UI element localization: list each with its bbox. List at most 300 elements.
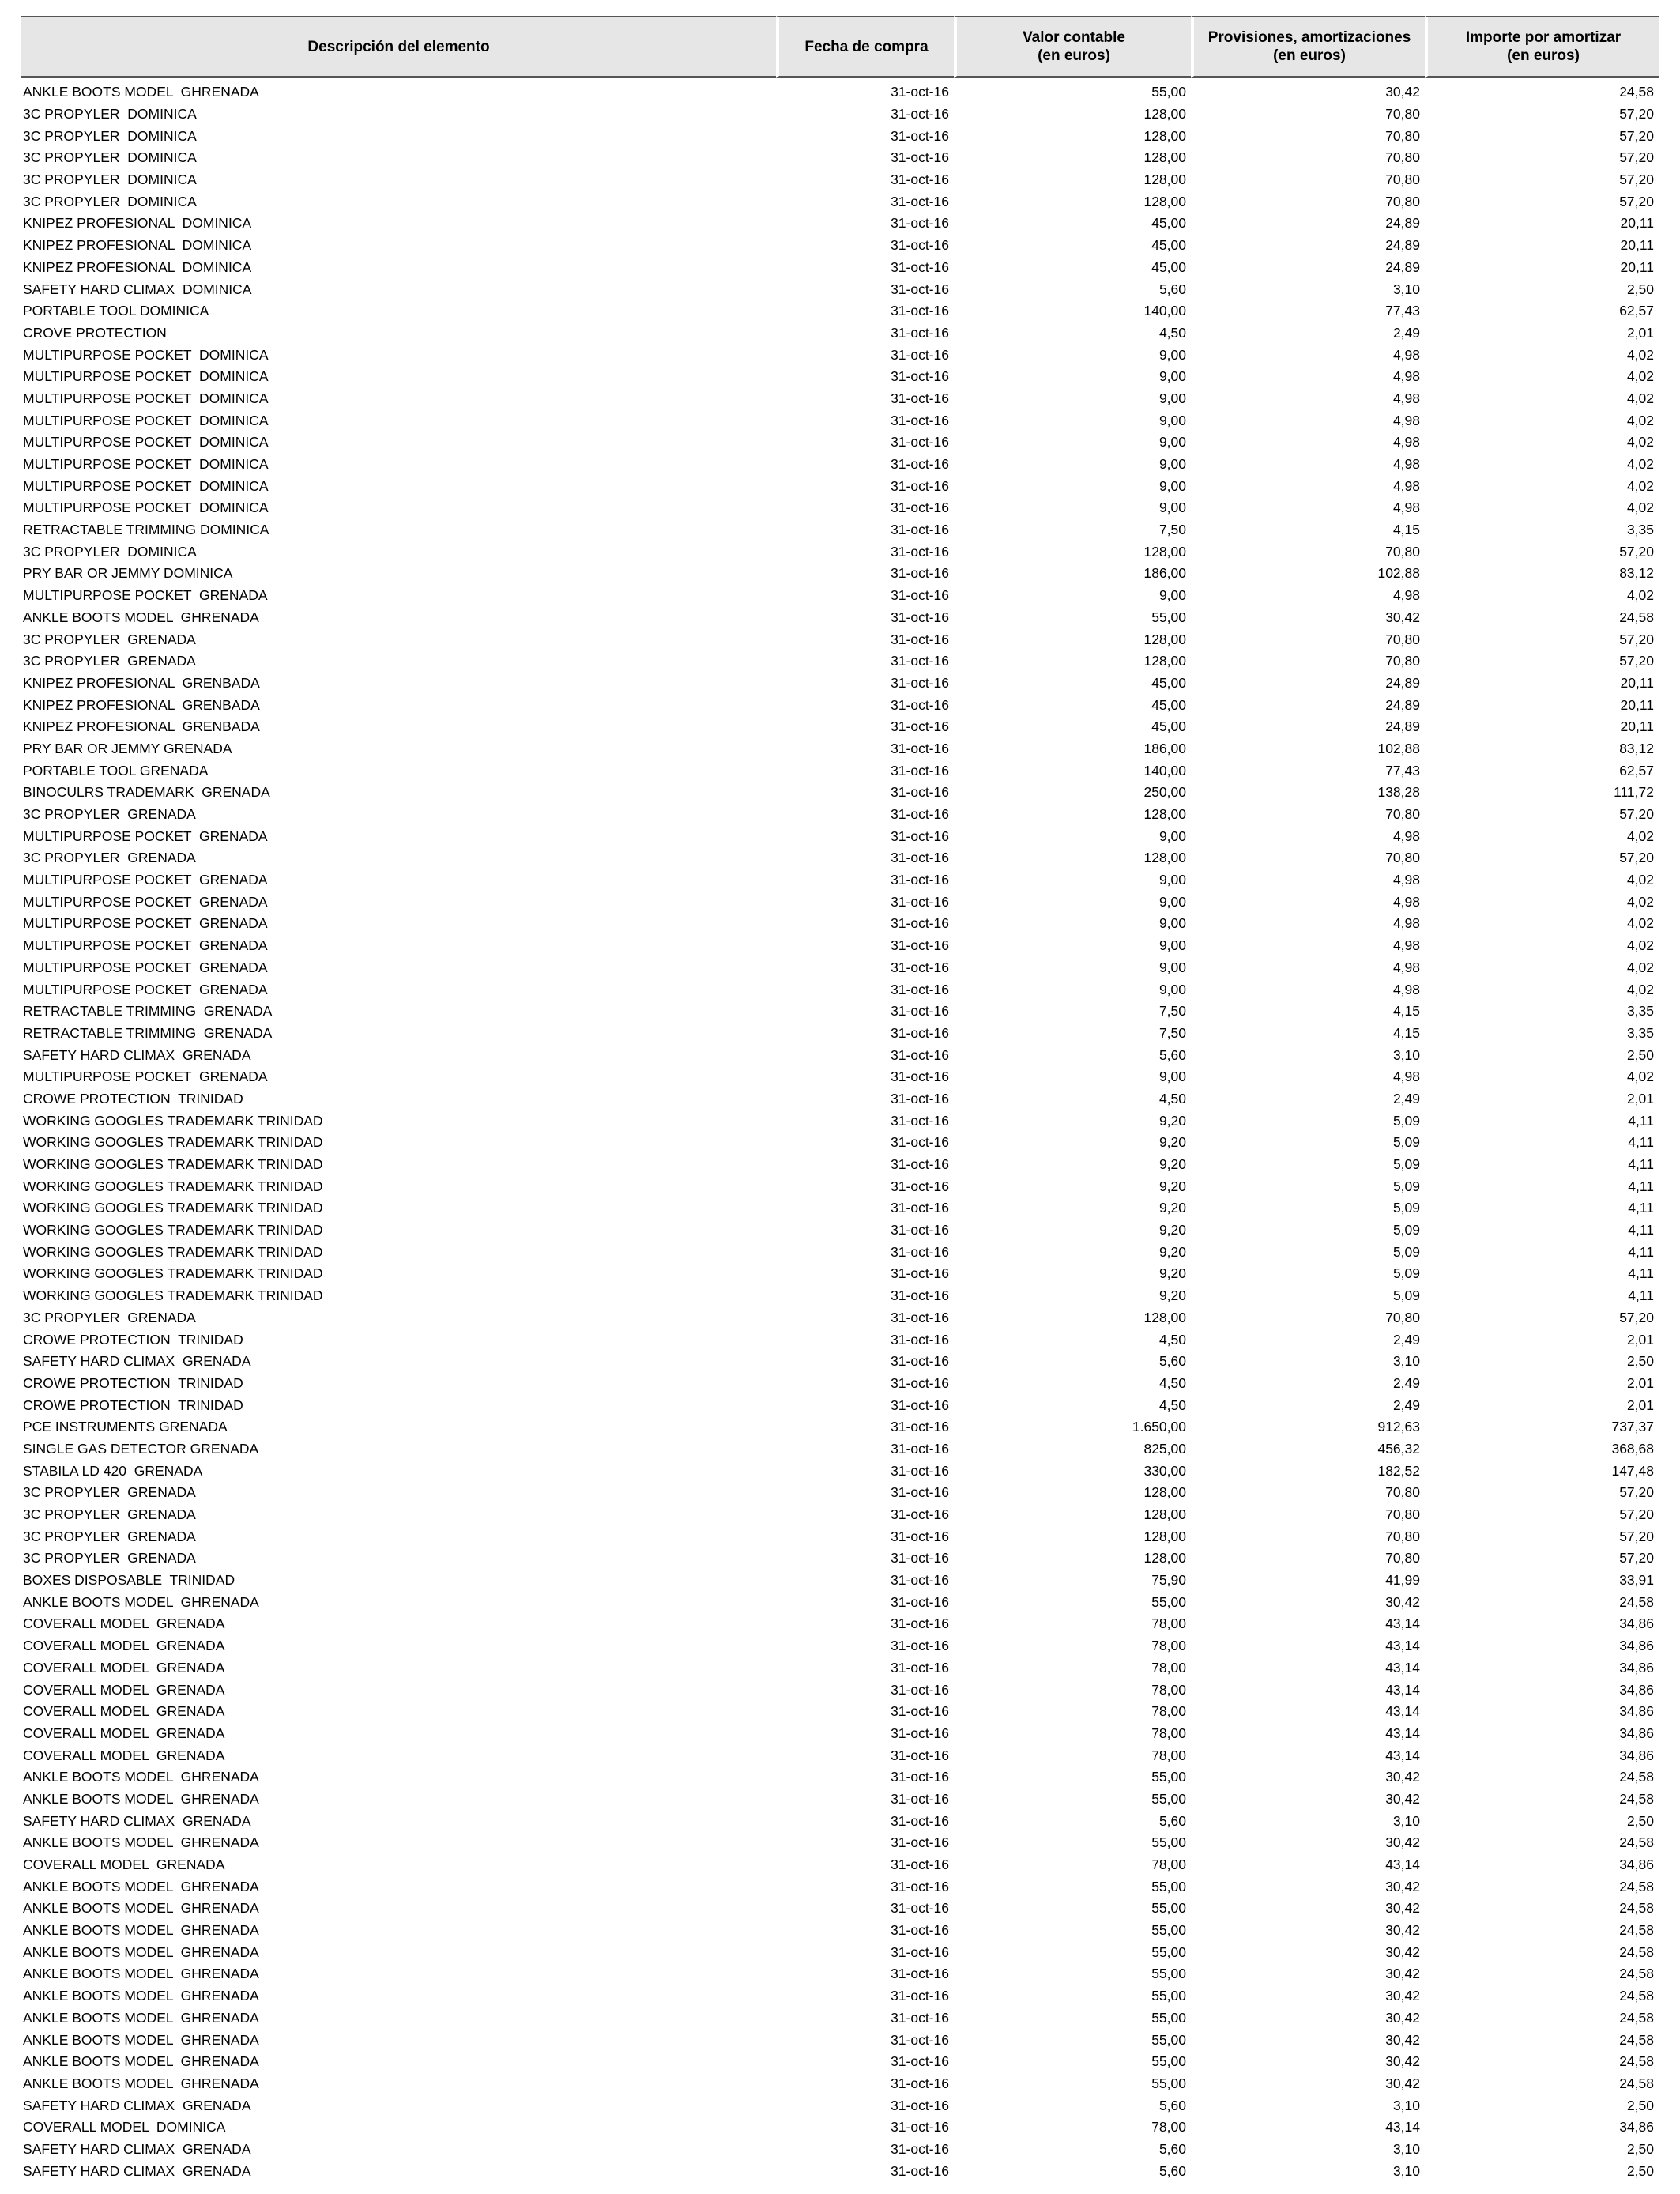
- table-row: [21, 1941, 1659, 1963]
- cell-description: KNIPEZ PROFESIONAL DOMINICA: [23, 215, 252, 232]
- cell-purchase-date: 31-oct-16: [891, 303, 949, 319]
- cell-purchase-date: 31-oct-16: [891, 324, 949, 341]
- cell-description: 3C PROPYLER GRENADA: [23, 653, 196, 669]
- cell-book-value: 55,00: [1151, 84, 1186, 100]
- cell-provisions: 24,89: [1385, 718, 1420, 735]
- cell-amount-to-amortize: 4,02: [1626, 499, 1654, 516]
- cell-description: PRY BAR OR JEMMY GRENADA: [23, 740, 232, 756]
- cell-amount-to-amortize: 24,58: [1619, 1900, 1654, 1917]
- cell-description: COVERALL MODEL GRENADA: [23, 1703, 225, 1720]
- cell-provisions: 2,49: [1392, 1331, 1420, 1348]
- header-purchase-date-line1: Fecha de compra: [804, 38, 929, 55]
- cell-amount-to-amortize: 4,02: [1626, 456, 1654, 473]
- cell-amount-to-amortize: 34,86: [1619, 1681, 1654, 1698]
- cell-purchase-date: 31-oct-16: [891, 2009, 949, 2026]
- cell-provisions: 3,10: [1392, 1353, 1420, 1370]
- cell-amount-to-amortize: 24,58: [1619, 1593, 1654, 1610]
- cell-description: MULTIPURPOSE POCKET GRENADA: [23, 827, 268, 844]
- cell-description: 3C PROPYLER GRENADA: [23, 806, 196, 823]
- cell-description: MULTIPURPOSE POCKET GRENADA: [23, 981, 268, 997]
- cell-book-value: 55,00: [1151, 609, 1186, 625]
- table-body: [21, 78, 1659, 2182]
- cell-purchase-date: 31-oct-16: [891, 1484, 949, 1501]
- cell-description: WORKING GOOGLES TRADEMARK TRINIDAD: [23, 1243, 323, 1260]
- cell-provisions: 138,28: [1377, 784, 1420, 801]
- cell-purchase-date: 31-oct-16: [891, 1243, 949, 1260]
- cell-book-value: 128,00: [1143, 1506, 1186, 1523]
- cell-purchase-date: 31-oct-16: [891, 456, 949, 473]
- table-row: [21, 125, 1659, 147]
- table-row: [21, 344, 1659, 366]
- table-row: [21, 1088, 1659, 1110]
- cell-description: RETRACTABLE TRIMMING GRENADA: [23, 1024, 273, 1041]
- cell-book-value: 55,00: [1151, 2031, 1186, 2048]
- cell-description: PRY BAR OR JEMMY DOMINICA: [23, 565, 233, 582]
- cell-amount-to-amortize: 57,20: [1619, 631, 1654, 647]
- cell-purchase-date: 31-oct-16: [891, 1178, 949, 1194]
- cell-purchase-date: 31-oct-16: [891, 127, 949, 144]
- cell-description: SINGLE GAS DETECTOR GRENADA: [23, 1440, 259, 1457]
- cell-provisions: 30,42: [1385, 2031, 1420, 2048]
- cell-provisions: 43,14: [1385, 1857, 1420, 1873]
- cell-amount-to-amortize: 2,01: [1626, 324, 1654, 341]
- cell-provisions: 24,89: [1385, 215, 1420, 232]
- cell-description: CROVE PROTECTION: [23, 324, 167, 341]
- cell-amount-to-amortize: 57,20: [1619, 1484, 1654, 1501]
- cell-amount-to-amortize: 83,12: [1619, 740, 1654, 756]
- cell-book-value: 9,20: [1158, 1200, 1186, 1216]
- cell-purchase-date: 31-oct-16: [891, 477, 949, 494]
- header-description: [21, 16, 776, 78]
- cell-purchase-date: 31-oct-16: [891, 1790, 949, 1807]
- cell-provisions: 2,49: [1392, 324, 1420, 341]
- cell-amount-to-amortize: 24,58: [1619, 1988, 1654, 2004]
- cell-book-value: 45,00: [1151, 237, 1186, 254]
- cell-description: STABILA LD 420 GRENADA: [23, 1462, 203, 1479]
- table-row: [21, 1197, 1659, 1220]
- cell-book-value: 9,00: [1158, 499, 1186, 516]
- cell-amount-to-amortize: 4,02: [1626, 893, 1654, 910]
- cell-description: ANKLE BOOTS MODEL GHRENADA: [23, 1769, 259, 1785]
- cell-purchase-date: 31-oct-16: [891, 1528, 949, 1544]
- cell-amount-to-amortize: 4,02: [1626, 477, 1654, 494]
- cell-purchase-date: 31-oct-16: [891, 1725, 949, 1741]
- cell-book-value: 9,00: [1158, 893, 1186, 910]
- cell-purchase-date: 31-oct-16: [891, 1419, 949, 1435]
- table-row: [21, 585, 1659, 607]
- cell-purchase-date: 31-oct-16: [891, 412, 949, 428]
- table-row: [21, 1154, 1659, 1176]
- cell-purchase-date: 31-oct-16: [891, 346, 949, 363]
- cell-provisions: 30,42: [1385, 1878, 1420, 1894]
- table-row: [21, 1044, 1659, 1066]
- cell-amount-to-amortize: 24,58: [1619, 1769, 1654, 1785]
- table-row: [21, 366, 1659, 388]
- cell-book-value: 45,00: [1151, 215, 1186, 232]
- cell-description: MULTIPURPOSE POCKET DOMINICA: [23, 390, 269, 406]
- cell-description: COVERALL MODEL GRENADA: [23, 1659, 225, 1676]
- cell-purchase-date: 31-oct-16: [891, 368, 949, 385]
- cell-book-value: 186,00: [1143, 740, 1186, 756]
- cell-description: ANKLE BOOTS MODEL GHRENADA: [23, 1790, 259, 1807]
- cell-amount-to-amortize: 2,50: [1626, 2097, 1654, 2113]
- cell-purchase-date: 31-oct-16: [891, 1615, 949, 1632]
- cell-amount-to-amortize: 24,58: [1619, 2009, 1654, 2026]
- cell-amount-to-amortize: 4,02: [1626, 390, 1654, 406]
- cell-purchase-date: 31-oct-16: [891, 609, 949, 625]
- cell-book-value: 5,60: [1158, 2097, 1186, 2113]
- cell-book-value: 5,60: [1158, 2162, 1186, 2179]
- cell-book-value: 45,00: [1151, 674, 1186, 691]
- cell-provisions: 4,15: [1392, 1003, 1420, 1020]
- cell-description: WORKING GOOGLES TRADEMARK TRINIDAD: [23, 1134, 323, 1151]
- cell-purchase-date: 31-oct-16: [891, 1943, 949, 1960]
- cell-provisions: 43,14: [1385, 1747, 1420, 1763]
- cell-provisions: 4,15: [1392, 522, 1420, 538]
- table-row: [21, 1875, 1659, 1898]
- table-row: [21, 2029, 1659, 2051]
- cell-description: ANKLE BOOTS MODEL GHRENADA: [23, 1943, 259, 1960]
- cell-purchase-date: 31-oct-16: [891, 2162, 949, 2179]
- table-row: [21, 1220, 1659, 1242]
- cell-description: ANKLE BOOTS MODEL GHRENADA: [23, 84, 259, 100]
- cell-description: 3C PROPYLER DOMINICA: [23, 149, 197, 166]
- cell-book-value: 9,20: [1158, 1265, 1186, 1282]
- cell-provisions: 3,10: [1392, 1046, 1420, 1063]
- cell-provisions: 4,98: [1392, 587, 1420, 604]
- cell-provisions: 5,09: [1392, 1112, 1420, 1129]
- cell-purchase-date: 31-oct-16: [891, 390, 949, 406]
- cell-book-value: 9,00: [1158, 959, 1186, 975]
- table-row: [21, 2117, 1659, 2139]
- cell-amount-to-amortize: 57,20: [1619, 1550, 1654, 1566]
- cell-amount-to-amortize: 34,86: [1619, 1615, 1654, 1632]
- table-row: [21, 1635, 1659, 1657]
- cell-purchase-date: 31-oct-16: [891, 1550, 949, 1566]
- cell-description: ANKLE BOOTS MODEL GHRENADA: [23, 2075, 259, 2091]
- cell-book-value: 330,00: [1143, 1462, 1186, 1479]
- cell-description: WORKING GOOGLES TRADEMARK TRINIDAD: [23, 1112, 323, 1129]
- cell-amount-to-amortize: 4,02: [1626, 368, 1654, 385]
- table-row: [21, 1591, 1659, 1613]
- cell-book-value: 128,00: [1143, 653, 1186, 669]
- cell-amount-to-amortize: 4,11: [1628, 1200, 1654, 1216]
- cell-amount-to-amortize: 34,86: [1619, 1725, 1654, 1741]
- cell-amount-to-amortize: 737,37: [1611, 1419, 1654, 1435]
- cell-amount-to-amortize: 57,20: [1619, 1528, 1654, 1544]
- cell-description: WORKING GOOGLES TRADEMARK TRINIDAD: [23, 1222, 323, 1238]
- cell-description: ANKLE BOOTS MODEL GHRENADA: [23, 2031, 259, 2048]
- cell-description: KNIPEZ PROFESIONAL GRENBADA: [23, 718, 260, 735]
- cell-description: WORKING GOOGLES TRADEMARK TRINIDAD: [23, 1265, 323, 1282]
- cell-book-value: 186,00: [1143, 565, 1186, 582]
- cell-description: MULTIPURPOSE POCKET DOMINICA: [23, 456, 269, 473]
- cell-book-value: 825,00: [1143, 1440, 1186, 1457]
- cell-provisions: 30,42: [1385, 609, 1420, 625]
- cell-amount-to-amortize: 57,20: [1619, 106, 1654, 123]
- cell-purchase-date: 31-oct-16: [891, 1681, 949, 1698]
- table-row: [21, 1701, 1659, 1723]
- cell-purchase-date: 31-oct-16: [891, 1069, 949, 1085]
- cell-provisions: 4,98: [1392, 434, 1420, 450]
- cell-amount-to-amortize: 24,58: [1619, 1790, 1654, 1807]
- cell-purchase-date: 31-oct-16: [891, 1638, 949, 1654]
- cell-purchase-date: 31-oct-16: [891, 653, 949, 669]
- cell-purchase-date: 31-oct-16: [891, 631, 949, 647]
- cell-amount-to-amortize: 24,58: [1619, 84, 1654, 100]
- header-provisions: [1191, 16, 1425, 78]
- table-row: [21, 738, 1659, 760]
- cell-provisions: 30,42: [1385, 1922, 1420, 1939]
- cell-amount-to-amortize: 4,02: [1626, 981, 1654, 997]
- cell-description: SAFETY HARD CLIMAX GRENADA: [23, 1812, 251, 1829]
- table-row: [21, 1613, 1659, 1635]
- cell-amount-to-amortize: 24,58: [1619, 1834, 1654, 1851]
- cell-provisions: 2,49: [1392, 1374, 1420, 1391]
- table-row: [21, 869, 1659, 892]
- cell-provisions: 43,14: [1385, 1703, 1420, 1720]
- cell-provisions: 3,10: [1392, 2097, 1420, 2113]
- cell-amount-to-amortize: 2,50: [1626, 2140, 1654, 2157]
- cell-amount-to-amortize: 2,50: [1626, 281, 1654, 297]
- cell-amount-to-amortize: 57,20: [1619, 850, 1654, 866]
- cell-description: KNIPEZ PROFESIONAL GRENBADA: [23, 674, 260, 691]
- cell-purchase-date: 31-oct-16: [891, 806, 949, 823]
- cell-provisions: 5,09: [1392, 1222, 1420, 1238]
- table-row: [21, 1460, 1659, 1482]
- cell-book-value: 9,20: [1158, 1222, 1186, 1238]
- cell-purchase-date: 31-oct-16: [891, 893, 949, 910]
- cell-purchase-date: 31-oct-16: [891, 587, 949, 604]
- cell-description: MULTIPURPOSE POCKET GRENADA: [23, 872, 268, 888]
- cell-amount-to-amortize: 34,86: [1619, 1638, 1654, 1654]
- cell-provisions: 4,98: [1392, 390, 1420, 406]
- cell-purchase-date: 31-oct-16: [891, 981, 949, 997]
- cell-book-value: 128,00: [1143, 172, 1186, 188]
- cell-purchase-date: 31-oct-16: [891, 696, 949, 713]
- cell-amount-to-amortize: 4,11: [1628, 1156, 1654, 1173]
- cell-description: MULTIPURPOSE POCKET GRENADA: [23, 937, 268, 954]
- cell-description: PORTABLE TOOL DOMINICA: [23, 303, 209, 319]
- cell-book-value: 128,00: [1143, 543, 1186, 560]
- cell-purchase-date: 31-oct-16: [891, 1572, 949, 1589]
- header-amount-to-amortize: [1425, 16, 1659, 78]
- cell-amount-to-amortize: 4,11: [1628, 1134, 1654, 1151]
- cell-provisions: 70,80: [1385, 149, 1420, 166]
- cell-purchase-date: 31-oct-16: [891, 1593, 949, 1610]
- cell-provisions: 30,42: [1385, 1790, 1420, 1807]
- cell-provisions: 30,42: [1385, 2009, 1420, 2026]
- cell-description: SAFETY HARD CLIMAX DOMINICA: [23, 281, 252, 297]
- cell-description: MULTIPURPOSE POCKET DOMINICA: [23, 434, 269, 450]
- cell-book-value: 140,00: [1143, 303, 1186, 319]
- cell-provisions: 5,09: [1392, 1156, 1420, 1173]
- cell-provisions: 4,98: [1392, 412, 1420, 428]
- header-description-line1: Descripción del elemento: [307, 38, 490, 55]
- cell-description: ANKLE BOOTS MODEL GHRENADA: [23, 2009, 259, 2026]
- cell-book-value: 9,00: [1158, 981, 1186, 997]
- cell-amount-to-amortize: 2,50: [1626, 1812, 1654, 1829]
- cell-purchase-date: 31-oct-16: [891, 106, 949, 123]
- cell-provisions: 5,09: [1392, 1200, 1420, 1216]
- table-row: [21, 2139, 1659, 2161]
- cell-provisions: 70,80: [1385, 106, 1420, 123]
- cell-amount-to-amortize: 4,02: [1626, 587, 1654, 604]
- cell-purchase-date: 31-oct-16: [891, 1769, 949, 1785]
- cell-book-value: 5,60: [1158, 281, 1186, 297]
- table-row: [21, 322, 1659, 345]
- cell-description: 3C PROPYLER GRENADA: [23, 1506, 196, 1523]
- cell-description: ANKLE BOOTS MODEL GHRENADA: [23, 609, 259, 625]
- cell-purchase-date: 31-oct-16: [891, 1024, 949, 1041]
- cell-description: 3C PROPYLER GRENADA: [23, 850, 196, 866]
- table-row: [21, 891, 1659, 913]
- cell-purchase-date: 31-oct-16: [891, 1046, 949, 1063]
- table-row: [21, 1679, 1659, 1701]
- cell-description: COVERALL MODEL DOMINICA: [23, 2119, 226, 2136]
- cell-amount-to-amortize: 20,11: [1620, 237, 1654, 254]
- cell-book-value: 128,00: [1143, 806, 1186, 823]
- cell-purchase-date: 31-oct-16: [891, 149, 949, 166]
- cell-amount-to-amortize: 4,02: [1626, 1069, 1654, 1085]
- cell-description: ANKLE BOOTS MODEL GHRENADA: [23, 1593, 259, 1610]
- cell-book-value: 55,00: [1151, 1593, 1186, 1610]
- cell-amount-to-amortize: 24,58: [1619, 2053, 1654, 2070]
- cell-amount-to-amortize: 111,72: [1614, 784, 1654, 801]
- cell-purchase-date: 31-oct-16: [891, 2053, 949, 2070]
- cell-book-value: 4,50: [1158, 324, 1186, 341]
- cell-provisions: 30,42: [1385, 2053, 1420, 2070]
- cell-purchase-date: 31-oct-16: [891, 872, 949, 888]
- cell-book-value: 9,00: [1158, 434, 1186, 450]
- cell-purchase-date: 31-oct-16: [891, 740, 949, 756]
- table-row: [21, 1744, 1659, 1766]
- cell-purchase-date: 31-oct-16: [891, 1003, 949, 1020]
- cell-purchase-date: 31-oct-16: [891, 937, 949, 954]
- table-row: [21, 1832, 1659, 1854]
- cell-purchase-date: 31-oct-16: [891, 762, 949, 778]
- cell-book-value: 5,60: [1158, 1046, 1186, 1063]
- cell-purchase-date: 31-oct-16: [891, 281, 949, 297]
- cell-description: 3C PROPYLER DOMINICA: [23, 172, 197, 188]
- cell-provisions: 70,80: [1385, 850, 1420, 866]
- table-row: [21, 628, 1659, 650]
- cell-purchase-date: 31-oct-16: [891, 1112, 949, 1129]
- cell-amount-to-amortize: 57,20: [1619, 193, 1654, 209]
- cell-book-value: 9,20: [1158, 1243, 1186, 1260]
- cell-purchase-date: 31-oct-16: [891, 1834, 949, 1851]
- cell-provisions: 4,98: [1392, 872, 1420, 888]
- cell-purchase-date: 31-oct-16: [891, 1659, 949, 1676]
- table-row: [21, 694, 1659, 716]
- cell-provisions: 5,09: [1392, 1265, 1420, 1282]
- cell-provisions: 30,42: [1385, 1834, 1420, 1851]
- cell-amount-to-amortize: 24,58: [1619, 1943, 1654, 1960]
- cell-provisions: 77,43: [1385, 303, 1420, 319]
- cell-provisions: 43,14: [1385, 1615, 1420, 1632]
- cell-book-value: 128,00: [1143, 1528, 1186, 1544]
- cell-purchase-date: 31-oct-16: [891, 959, 949, 975]
- cell-book-value: 78,00: [1151, 1681, 1186, 1698]
- cell-description: MULTIPURPOSE POCKET GRENADA: [23, 959, 268, 975]
- table-row: [21, 1263, 1659, 1285]
- table-row: [21, 1657, 1659, 1679]
- cell-amount-to-amortize: 20,11: [1620, 674, 1654, 691]
- cell-description: 3C PROPYLER GRENADA: [23, 1528, 196, 1544]
- cell-amount-to-amortize: 57,20: [1619, 806, 1654, 823]
- cell-description: ANKLE BOOTS MODEL GHRENADA: [23, 1878, 259, 1894]
- cell-description: ANKLE BOOTS MODEL GHRENADA: [23, 1966, 259, 1982]
- cell-book-value: 140,00: [1143, 762, 1186, 778]
- cell-description: COVERALL MODEL GRENADA: [23, 1615, 225, 1632]
- cell-book-value: 5,60: [1158, 1812, 1186, 1829]
- cell-amount-to-amortize: 368,68: [1611, 1440, 1654, 1457]
- cell-provisions: 4,98: [1392, 827, 1420, 844]
- cell-book-value: 55,00: [1151, 2053, 1186, 2070]
- table-row: [21, 1110, 1659, 1132]
- cell-book-value: 78,00: [1151, 1725, 1186, 1741]
- table-row: [21, 650, 1659, 673]
- cell-book-value: 9,20: [1158, 1156, 1186, 1173]
- cell-provisions: 4,98: [1392, 456, 1420, 473]
- table-row: [21, 1307, 1659, 1329]
- cell-amount-to-amortize: 24,58: [1619, 2031, 1654, 2048]
- cell-description: ANKLE BOOTS MODEL GHRENADA: [23, 1834, 259, 1851]
- cell-book-value: 7,50: [1158, 1024, 1186, 1041]
- cell-purchase-date: 31-oct-16: [891, 1331, 949, 1348]
- table-row: [21, 1547, 1659, 1570]
- cell-provisions: 70,80: [1385, 127, 1420, 144]
- table-row: [21, 1854, 1659, 1876]
- table-row: [21, 1482, 1659, 1504]
- cell-amount-to-amortize: 33,91: [1619, 1572, 1654, 1589]
- cell-book-value: 128,00: [1143, 1550, 1186, 1566]
- cell-amount-to-amortize: 20,11: [1620, 258, 1654, 275]
- cell-description: KNIPEZ PROFESIONAL DOMINICA: [23, 237, 252, 254]
- cell-description: CROWE PROTECTION TRINIDAD: [23, 1331, 243, 1348]
- cell-book-value: 9,00: [1158, 1069, 1186, 1085]
- cell-provisions: 30,42: [1385, 1593, 1420, 1610]
- cell-purchase-date: 31-oct-16: [891, 84, 949, 100]
- cell-description: 3C PROPYLER DOMINICA: [23, 106, 197, 123]
- cell-purchase-date: 31-oct-16: [891, 499, 949, 516]
- cell-book-value: 4,50: [1158, 1374, 1186, 1391]
- cell-purchase-date: 31-oct-16: [891, 1747, 949, 1763]
- cell-book-value: 55,00: [1151, 1769, 1186, 1785]
- cell-purchase-date: 31-oct-16: [891, 1156, 949, 1173]
- table-row: [21, 1351, 1659, 1373]
- cell-book-value: 9,00: [1158, 872, 1186, 888]
- table-row: [21, 1504, 1659, 1526]
- cell-provisions: 3,10: [1392, 281, 1420, 297]
- cell-description: 3C PROPYLER DOMINICA: [23, 127, 197, 144]
- cell-amount-to-amortize: 2,50: [1626, 1046, 1654, 1063]
- cell-book-value: 128,00: [1143, 149, 1186, 166]
- cell-provisions: 70,80: [1385, 1309, 1420, 1325]
- cell-purchase-date: 31-oct-16: [891, 543, 949, 560]
- cell-amount-to-amortize: 57,20: [1619, 172, 1654, 188]
- cell-description: COVERALL MODEL GRENADA: [23, 1638, 225, 1654]
- cell-purchase-date: 31-oct-16: [891, 2140, 949, 2157]
- cell-amount-to-amortize: 2,01: [1626, 1331, 1654, 1348]
- cell-description: RETRACTABLE TRIMMING DOMINICA: [23, 522, 269, 538]
- cell-book-value: 45,00: [1151, 696, 1186, 713]
- cell-description: WORKING GOOGLES TRADEMARK TRINIDAD: [23, 1200, 323, 1216]
- cell-provisions: 4,98: [1392, 959, 1420, 975]
- cell-book-value: 78,00: [1151, 1638, 1186, 1654]
- cell-provisions: 2,49: [1392, 1090, 1420, 1106]
- cell-amount-to-amortize: 4,02: [1626, 959, 1654, 975]
